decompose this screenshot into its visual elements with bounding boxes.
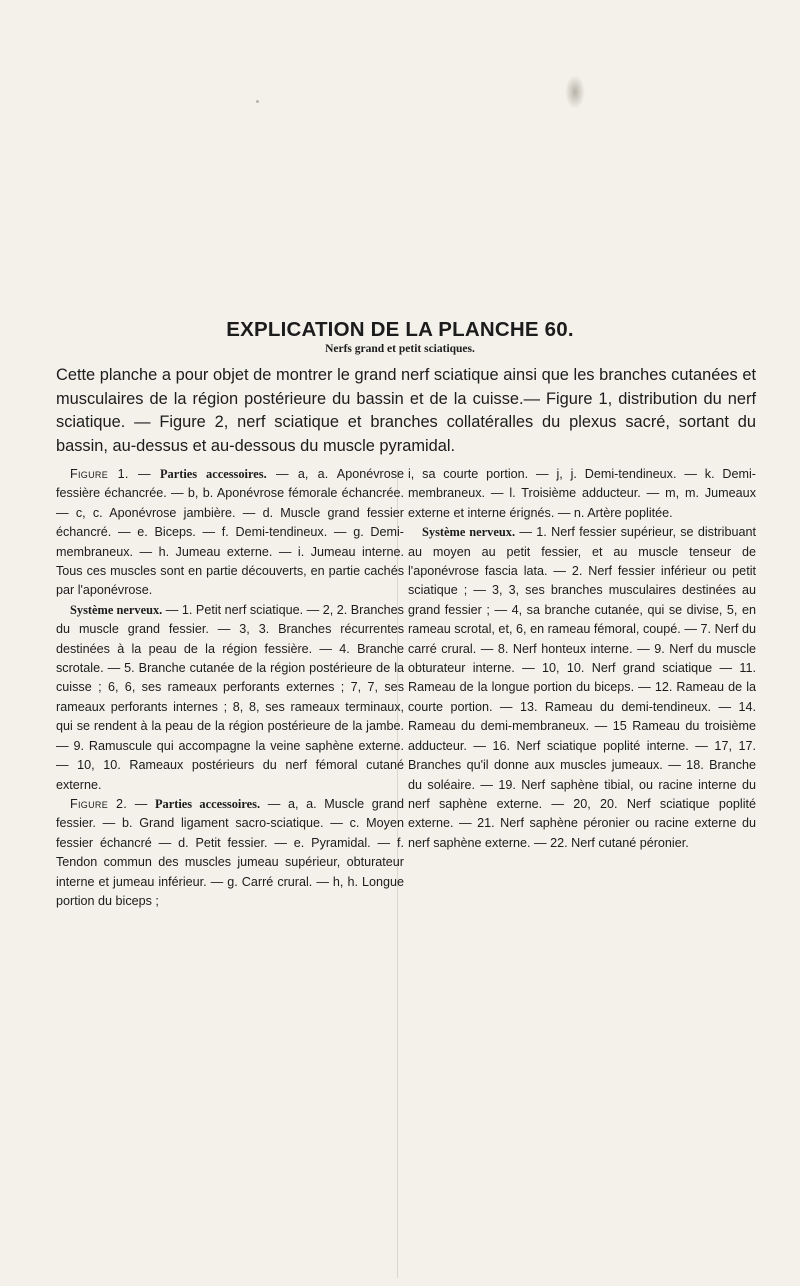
figure-1-nervous-text: — 1. Petit nerf sciatique. — 2, 2. Branches du muscle grand fessier. — 3, 3. Branches récurrentes destinées à la peau de la région fessière. — 4. Branche scrotale. — 5. Branche cutanée de la région postérieure de la cuisse ; 6, 6, ses rameaux perforants externes ; 7, 7, ses rameaux perforants internes ; 8, 8, ses rameaux terminaux, qui se rendent à la peau de la région postérieure de la jambe. — 9. Ramuscule qui accompagne la veine saphène externe. — 10, 10. Rameaux postérieurs du nerf fémoral cutané externe. [56,602,404,792]
paper-speck [256,100,259,103]
figure-1-nervous-heading: Système nerveux. [70,602,163,617]
figure-2-nervous-text: — 1. Nerf fessier supérieur, se distribuant au moyen au petit fessier, et au muscle tenseur de l'aponévrose fascia lata. — 2. Nerf fessier inférieur ou petit sciatique ; — 3, 3, ses branches musculaires destinées au grand fessier ; — 4, sa branche cutanée, qui se divise, 5, en rameau scrotal, et, 6, en rameau fémoral, coupé. — 7. Nerf du carré crural. — 8. Nerf honteux interne. — 9. Nerf du muscle obturateur interne. — 10, 10. Nerf grand sciatique — 11. Rameau de la longue portion du biceps. — 12. Rameau de la courte portion. — 13. Rameau du demi-tendineux. — 14. Rameau du demi-membraneux. — 15 Rameau du troisième adducteur. — 16. Nerf sciatique poplité interne. — 17, 17. Branches qu'il donne aux muscles jumeaux. — 18. Branche du soléaire. — 19. Nerf saphène tibial, ou racine interne du nerf saphène externe. — 20, 20. Nerf sciatique poplité externe. — 21. Nerf saphène péronier ou racine externe du nerf saphène externe. — 22. Nerf cutané péronier. [408,525,756,850]
figure-2-nervous-heading: Système nerveux. [422,525,516,540]
figure-2-nervous-paragraph [408,523,756,853]
figure-1-accessories-heading: Parties accessoires. [159,467,267,481]
figure-1-label: Figure 1. [70,467,129,481]
figure-2-paragraph [56,795,404,911]
separator: — [127,796,155,811]
right-column [408,465,756,853]
figure-2-accessories-text: — a, a. Muscle grand fessier. — b. Grand ligament sacro-sciatique. — c. Moyen fessier échancré — d. Petit fessier. — e. Pyramidal. — f. Tendon commun des muscles jumeau supérieur, obturateur interne et jumeau inférieur. — g. Carré crural. — h, h. Longue portion du biceps ; [56,796,405,908]
figure-1-nervous-paragraph [56,601,404,795]
page-title: EXPLICATION DE LA PLANCHE 60. [226,318,574,341]
figure-1-paragraph [56,465,404,601]
figure-1-accessories-text: — a, a. Aponévrose fessière échancrée. — b, b. Aponévrose fémorale échancrée. — c, c. Aponévrose jambière. — d. Muscle grand fessier échancré. — e. Biceps. — f. Demi-tendineux. — g. Demi-membraneux. — h. Jumeau externe. — i. Jumeau interne. Tous ces muscles sont en partie découverts, en partie cachés par l'aponévrose. [56,467,405,598]
figure-2-label: Figure 2. [70,796,128,811]
separator: — [128,467,160,481]
page-subtitle: Nerfs grand et petit sciatiques. [325,343,475,355]
intro-paragraph: Cette planche a pour objet de montrer le grand nerf sciatique ainsi que les branches cutanées et musculaires de la région postérieure du bassin et de la cuisse.— Figure 1, distribution du nerf sciatique. — Figure 2, nerf sciatique et branches collatéralles du plexus sacré, sortant du bassin, au-dessus et au-dessous du muscle pyramidal. [56,366,756,455]
ink-smudge [565,75,585,109]
figure-2-accessories-heading: Parties accessoires. [154,796,261,811]
figure-2-continued-paragraph: i, sa courte portion. — j, j. Demi-tendineux. — k. Demi-membraneux. — l. Troisième adducteur. — m, m. Jumeaux externe et interne érignés. — n. Artère poplitée. [408,467,756,520]
left-column [56,465,404,911]
